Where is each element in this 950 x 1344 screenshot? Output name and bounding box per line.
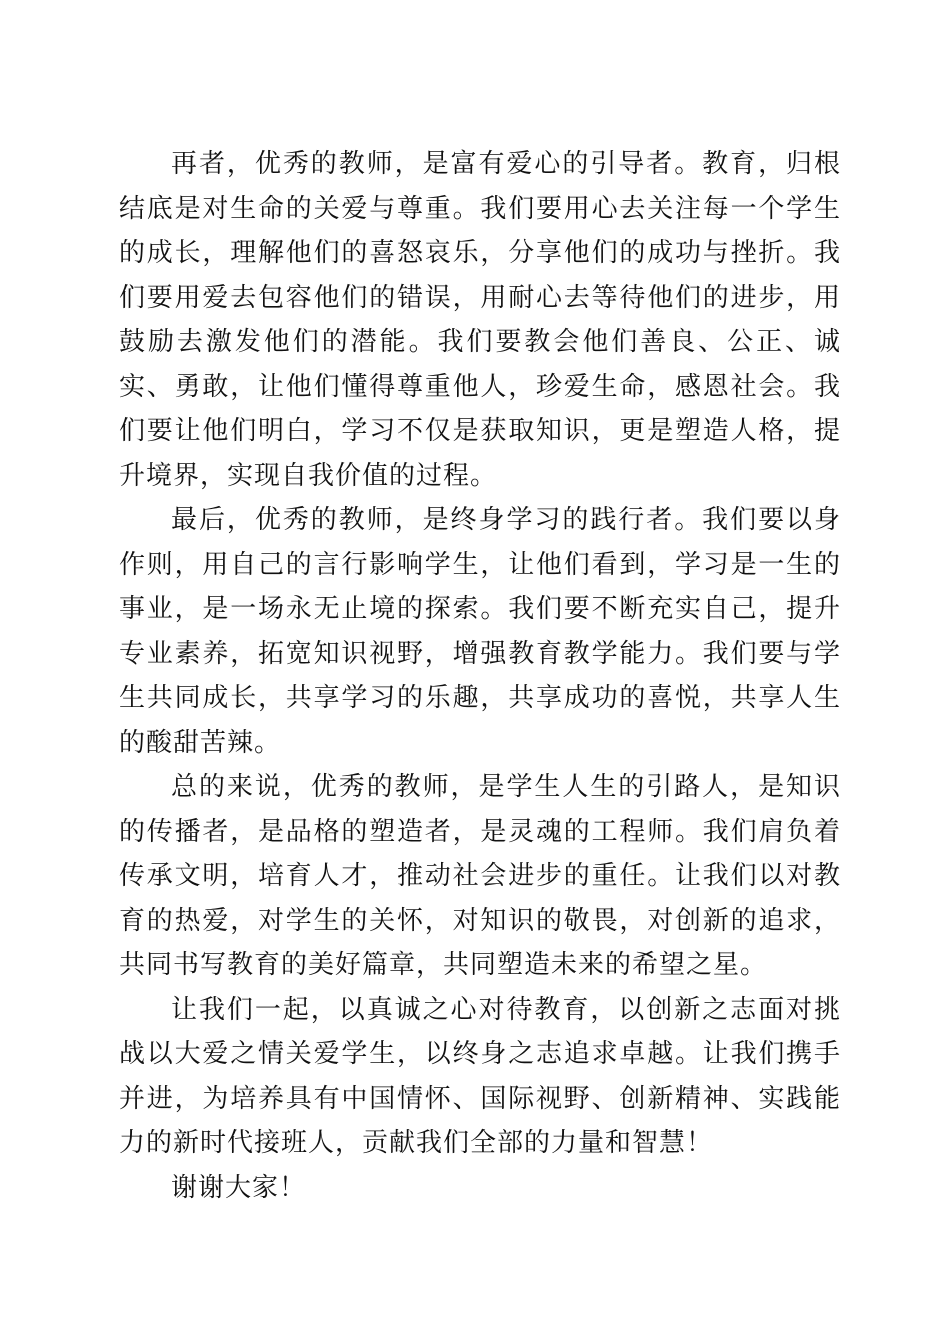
paragraph-lifelong-learning: 最后，优秀的教师，是终身学习的践行者。我们要以身作则，用自己的言行影响学生，让他们看到，学习是一生的事业，是一场永无止境的探索。我们要不断充实自己，提升专业素养，拓宽知识视野，增强教育教学能力。我们要与学生共同成长，共享学习的乐趣，共享成功的喜悦，共享人生的酸甜苦辣。 — [119, 505, 841, 758]
paragraph-caring-guide: 再者，优秀的教师，是富有爱心的引导者。教育，归根结底是对生命的关爱与尊重。我们要用心去关注每一个学生的成长，理解他们的喜怒哀乐，分享他们的成功与挫折。我们要用爱去包容他们的错误，用耐心去等待他们的进步，用鼓励去激发他们的潜能。我们要教会他们善良、公正、诚实、勇敢，让他们懂得尊重他人，珍爱生命，感恩社会。我们要让他们明白，学习不仅是获取知识，更是塑造人格，提升境界，实现自我价值的过程。 — [119, 149, 841, 491]
document-body — [119, 142, 841, 1210]
paragraph-thanks: 谢谢大家！ — [171, 1172, 307, 1203]
paragraph-summary: 总的来说，优秀的教师，是学生人生的引路人，是知识的传播者，是品格的塑造者，是灵魂的工程师。我们肩负着传承文明，培育人才，推动社会进步的重任。让我们以对教育的热爱，对学生的关怀，对知识的敬畏，对创新的追求，共同书写教育的美好篇章，共同塑造未来的希望之星。 — [119, 772, 841, 980]
paragraph-call-to-action: 让我们一起，以真诚之心对待教育，以创新之志面对挑战以大爱之情关爱学生，以终身之志追求卓越。让我们携手并进，为培养具有中国情怀、国际视野、创新精神、实践能力的新时代接班人，贡献我们全部的力量和智慧！ — [119, 994, 841, 1158]
